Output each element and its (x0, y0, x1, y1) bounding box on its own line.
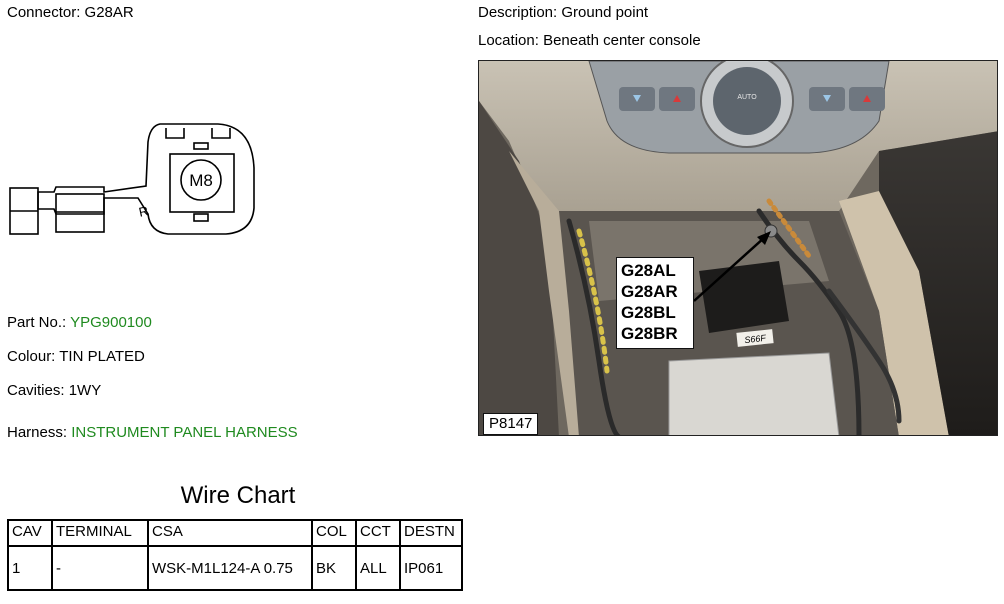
callout-label: G28BR (621, 324, 678, 343)
side-letter: R (137, 203, 150, 220)
cell-terminal: - (52, 546, 148, 590)
header-destn: DESTN (400, 520, 462, 546)
connector-value: G28AR (84, 4, 134, 21)
auto-button-label: AUTO (737, 94, 757, 101)
colour-label: Colour: (7, 348, 56, 365)
harness-label: Harness: (7, 424, 68, 441)
callout-box (616, 257, 694, 349)
cavities-label: Cavities: (7, 382, 65, 399)
location-label: Location: (478, 32, 539, 49)
cavities-field (7, 382, 101, 399)
part-value: YPG900100 (70, 314, 152, 331)
colour-field (7, 348, 145, 365)
header-terminal: TERMINAL (52, 520, 148, 546)
cell-destn: IP061 (400, 546, 462, 590)
part-field (7, 314, 152, 331)
callout-label: G28AL (621, 261, 676, 280)
colour-value: TIN PLATED (59, 348, 145, 365)
header-csa: CSA (148, 520, 312, 546)
part-label: Part No.: (7, 314, 67, 331)
cell-cct: ALL (356, 546, 400, 590)
connector-label: Connector: (7, 4, 81, 21)
header-cav: CAV (8, 520, 52, 546)
storage-bin (669, 353, 839, 436)
description-label: Description: (478, 4, 558, 21)
location-value: Beneath center console (543, 32, 701, 49)
wire-chart-table (7, 519, 463, 591)
header-cct: CCT (356, 520, 400, 546)
cell-csa: WSK-M1L124-A 0.75 (148, 546, 312, 590)
table-header-row (8, 520, 462, 546)
cavities-value: 1WY (68, 382, 102, 399)
cell-cav: 1 (8, 546, 52, 590)
cell-col: BK (312, 546, 356, 590)
connector-diagram (0, 110, 270, 245)
callout-label: G28AR (621, 282, 678, 301)
table-row (8, 546, 462, 590)
photo-id: P8147 (483, 413, 538, 435)
location-field (478, 32, 701, 49)
harness-field (7, 424, 298, 441)
header-col: COL (312, 520, 356, 546)
harness-value: INSTRUMENT PANEL HARNESS (71, 424, 298, 441)
description-field (478, 4, 648, 21)
terminal-barrel (56, 194, 104, 232)
callout-label: G28BL (621, 303, 676, 322)
stud-marking: M8 (189, 171, 213, 190)
wire-chart-title: Wire Chart (180, 482, 296, 509)
description-value: Ground point (561, 4, 649, 21)
module-box (699, 261, 789, 333)
tag-text: S66F (743, 332, 767, 346)
photo-illustration (479, 61, 998, 436)
location-photo (478, 60, 998, 436)
connector-field (7, 4, 134, 21)
